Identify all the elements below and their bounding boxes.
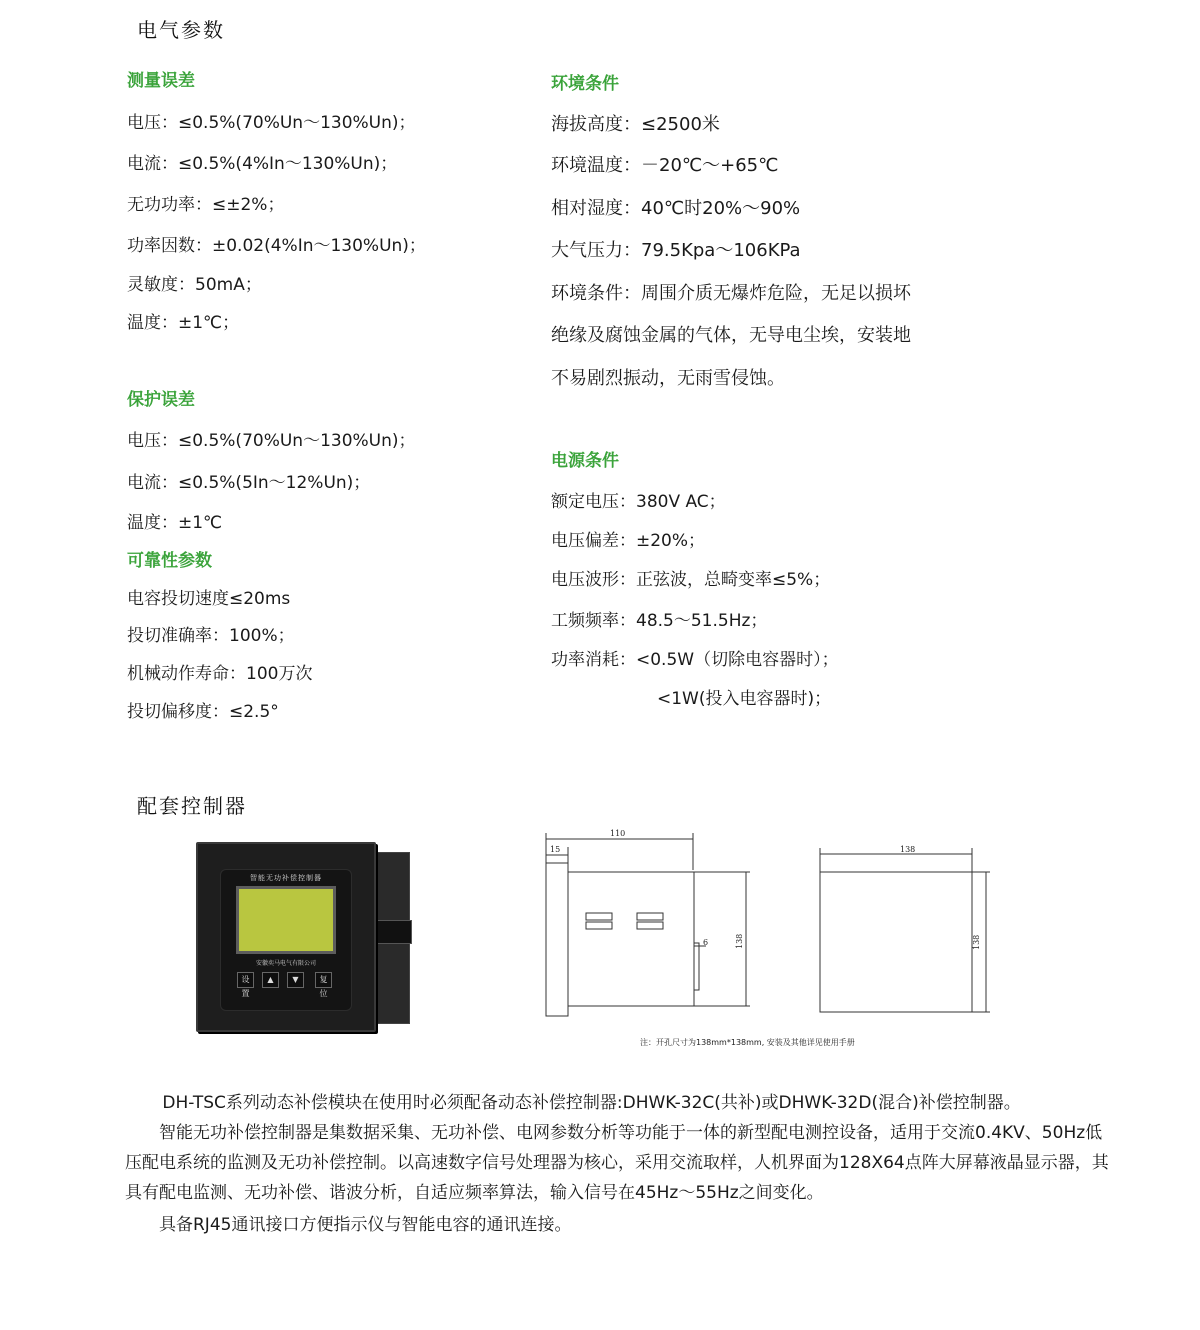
environment-line: 相对湿度：40℃时20%～90% xyxy=(551,198,801,219)
controller-device-photo xyxy=(196,842,411,1040)
environment-line: 环境温度：－20℃～+65℃ xyxy=(551,155,779,176)
device-keypad xyxy=(235,972,339,998)
environment-line: 海拔高度：≤2500米 xyxy=(551,114,720,135)
protect-line: 电压：≤0.5%(70%Un～130%Un)； xyxy=(127,431,416,451)
protect-heading: 保护误差 xyxy=(127,390,195,410)
power-line: 工频频率：48.5～51.5Hz； xyxy=(551,611,768,631)
measure-line: 功率因数：±0.02(4%In～130%Un)； xyxy=(127,236,426,256)
device-mounting-clamp xyxy=(376,920,412,944)
environment-line: 不易剧烈振动，无雨雪侵蚀。 xyxy=(551,368,785,389)
dim-width-label: 110 xyxy=(610,829,626,838)
measure-heading: 测量误差 xyxy=(127,71,195,91)
electrical-section-title: 电气参数 xyxy=(137,18,225,42)
power-line: 功率消耗：<0.5W（切除电容器时）； xyxy=(551,650,839,670)
reliability-line: 电容投切速度≤20ms xyxy=(127,589,291,609)
reliability-line: 机械动作寿命：100万次 xyxy=(127,664,313,684)
side-view-drawing xyxy=(540,825,760,1025)
measure-line: 灵敏度：50mA； xyxy=(127,275,262,295)
protect-line: 温度：±1℃ xyxy=(127,513,223,533)
paragraph: 智能无功补偿控制器是集数据采集、无功补偿、电网参数分析等功能于一体的新型配电测控设备，适用于交流0.4KV、50Hz低压配电系统的监测及无功补偿控制。以高速数字信号处理器为核心，采用交流取样，人机界面为128X64点阵大屏幕液晶显示器，其具有配电监测、无功补偿、谐波分析，自适应频率算法，输入信号在45Hz～55Hz之间变化。 xyxy=(125,1123,1109,1203)
set-key: 设置 xyxy=(237,972,254,988)
environment-heading: 环境条件 xyxy=(551,74,619,94)
dim-front-label: 15 xyxy=(550,845,561,854)
measure-line: 温度：±1℃； xyxy=(127,313,240,333)
reliability-line: 投切准确率：100%； xyxy=(127,626,295,646)
reliability-heading: 可靠性参数 xyxy=(127,551,212,571)
power-heading: 电源条件 xyxy=(551,451,619,471)
environment-line: 环境条件：周围介质无爆炸危险，无足以损坏 xyxy=(551,283,911,304)
lcd-screen xyxy=(236,886,336,954)
device-top-label: 智能无功补偿控制器 xyxy=(250,874,322,882)
device-inner-panel xyxy=(220,869,352,1011)
power-line: <1W(投入电容器时)； xyxy=(657,689,832,709)
paragraph: DH-TSC系列动态补偿模块在使用时必须配备动态补偿控制器:DHWK-32C(共补)或DHWK-32D(混合)补偿控制器。 xyxy=(162,1093,1021,1113)
dim-square-width-label: 138 xyxy=(900,845,916,854)
paragraph: 具备RJ45通讯接口方便指示仪与智能电容的通讯连接。 xyxy=(159,1215,572,1235)
power-line: 电压偏差：±20%； xyxy=(551,531,706,551)
reliability-line: 投切偏移度：≤2.5° xyxy=(127,702,279,722)
dim-small-label: 6 xyxy=(703,938,709,947)
power-line: 额定电压：380V AC； xyxy=(551,492,726,512)
reset-key: 复位 xyxy=(315,972,332,988)
power-line: 电压波形：正弦波，总畸变率≤5%； xyxy=(551,570,831,590)
environment-line: 绝缘及腐蚀金属的气体，无导电尘埃，安装地 xyxy=(551,325,911,346)
device-brand-label: 安徽奕马电气有限公司 xyxy=(255,960,316,967)
protect-line: 电流：≤0.5%(5In～12%Un)； xyxy=(127,473,371,493)
cutout-drawing xyxy=(812,840,992,1020)
environment-line: 大气压力：79.5Kpa～106KPa xyxy=(551,240,801,261)
device-front-panel xyxy=(196,842,376,1032)
drawing-note: 注：开孔尺寸为138mm*138mm, 安装及其他详见使用手册 xyxy=(640,1038,855,1047)
down-arrow-key-icon: ▼ xyxy=(287,972,304,988)
dim-height-label: 138 xyxy=(735,933,744,949)
controller-description xyxy=(125,1088,1115,1240)
measure-line: 电流：≤0.5%(4%In～130%Un)； xyxy=(127,154,398,174)
dim-square-height-label: 138 xyxy=(972,934,981,950)
up-arrow-key-icon: ▲ xyxy=(262,972,279,988)
measure-line: 电压：≤0.5%(70%Un～130%Un)； xyxy=(127,113,416,133)
controller-section-title: 配套控制器 xyxy=(137,794,247,818)
measure-line: 无功功率：≤±2%； xyxy=(127,195,285,215)
